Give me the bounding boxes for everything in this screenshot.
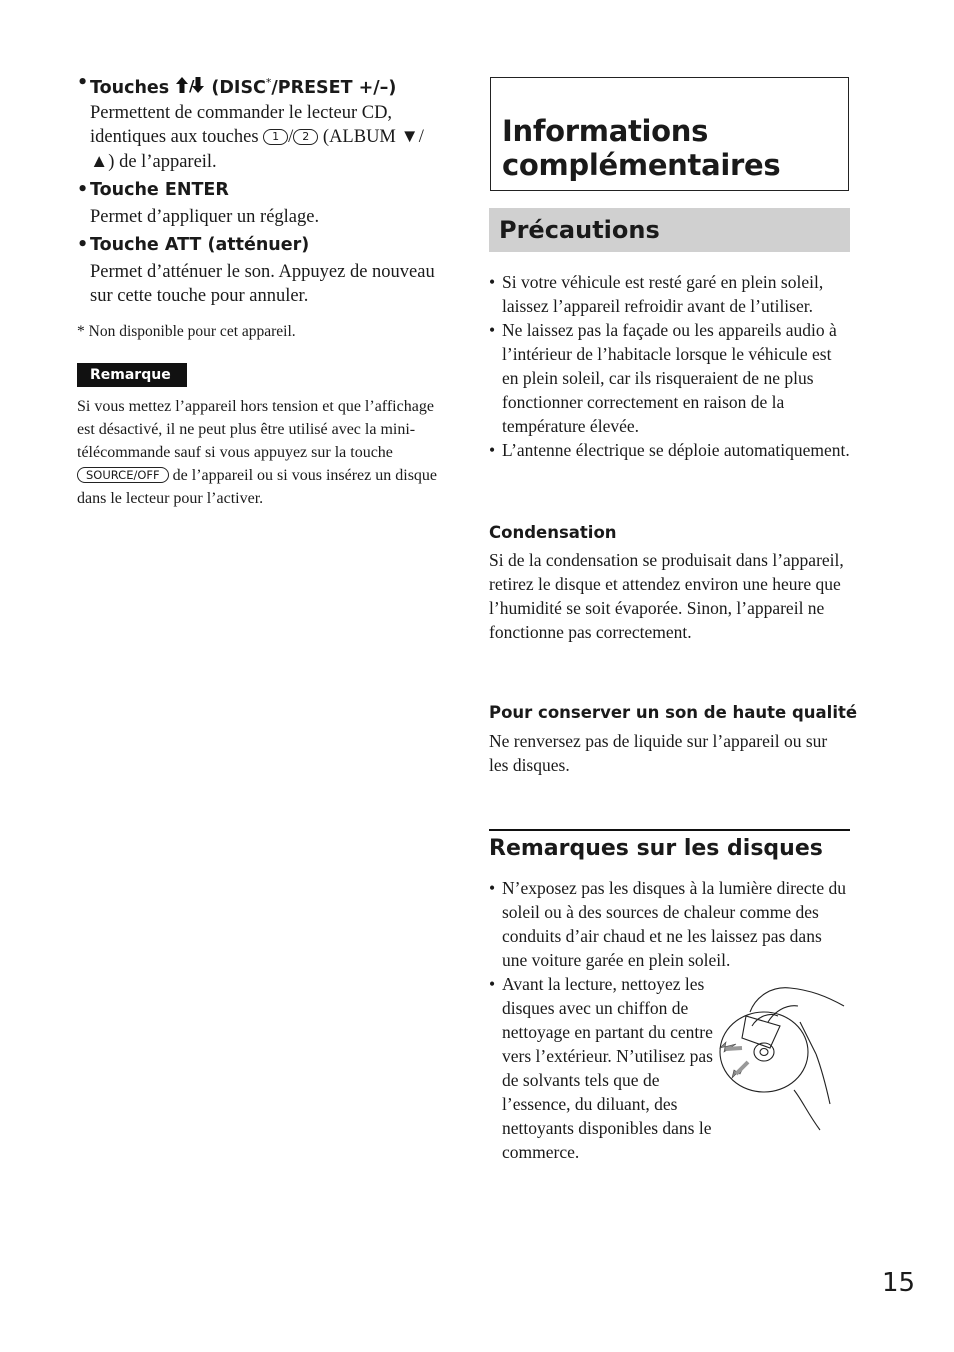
item-heading-att: • Touche ATT (atténuer) (77, 234, 310, 255)
left-column (77, 70, 447, 510)
disques-heading: Remarques sur les disques (489, 836, 823, 861)
list-item: • L’antenne électrique se déploie automatiquement. (489, 438, 851, 462)
svg-text:/: / (189, 76, 195, 94)
item-body-enter: Permet d’appliquer un réglage. (90, 207, 320, 228)
list-item: • Si votre véhicule est resté garé en plein soleil, laissez l’appareil refroidir avant de l’utiliser. (489, 270, 851, 318)
quality-heading: Pour conserver un son de haute qualité (489, 703, 858, 722)
precautions-heading-bar (489, 208, 850, 252)
chapter-title-box (490, 77, 849, 191)
condensation-text: Si de la condensation se produisait dans l’appareil, retirez le disque et attendez environ une heure que l’humidité se soit évaporée. Sinon, l’appareil ne fonctionne pas correctement. (489, 550, 844, 642)
list-item: • Avant la lecture, nettoyez les disques avec un chiffon de nettoyage en partant du centre vers l’extérieur. N’utilisez pas de solvants tels que de l’essence, du diluant, des nettoyants disponibles dans le commerce. (489, 972, 714, 1164)
item-heading-touches: • Touches / (DISC*/PRESET +/–) (77, 73, 397, 98)
remarque-text: Si vous mettez l’appareil hors tension et que l’affichage est désactivé, il ne peut plus être utilisé avec la mini-télécommande sauf si vous appuyez sur la touche SOURCE/OFF de l’appareil ou si vous insérez un disque dans le lecteur pour l’activer. (77, 397, 438, 507)
condensation-heading: Condensation (489, 523, 617, 542)
precautions-heading: Précautions (499, 216, 660, 244)
quality-text: Ne renversez pas de liquide sur l’appareil ou sur les disques. (489, 731, 828, 775)
list-item: • Ne laissez pas la façade ou les appareils audio à l’intérieur de l’habitacle lorsque le véhicule est en plein soleil, car ils risqueraient de ne plus fonctionner correctement en raison de la température élevée. (489, 318, 851, 438)
item-body-touches: Permettent de commander le lecteur CD, identiques aux touches 1 / 2 (ALBUM ▼/▲) de l’appareil. (90, 102, 424, 172)
item-heading-enter: • Touche ENTER (77, 180, 229, 201)
chapter-title: Informations complémentaires (502, 114, 781, 182)
button-2-icon: 2 (293, 129, 318, 145)
precautions-list (489, 270, 851, 462)
footnote: * Non disponible pour cet appareil. (77, 322, 296, 340)
list-item: • N’exposez pas les disques à la lumière directe du soleil ou à des sources de chaleur comme des conduits d’air chaud et ne les laissez pas dans une voiture garée en plein soleil. (489, 876, 851, 972)
remarque-label: Remarque (77, 363, 187, 387)
disc-cleaning-illustration (712, 982, 852, 1132)
page-number: 15 (882, 1268, 916, 1298)
section-divider (489, 829, 850, 831)
source-off-button-icon: SOURCE/OFF (77, 467, 169, 483)
button-1-icon: 1 (263, 129, 288, 145)
up-down-arrow-icon (175, 78, 205, 98)
item-body-att: Permet d’atténuer le son. Appuyez de nouveau sur cette touche pour annuler. (90, 261, 435, 307)
